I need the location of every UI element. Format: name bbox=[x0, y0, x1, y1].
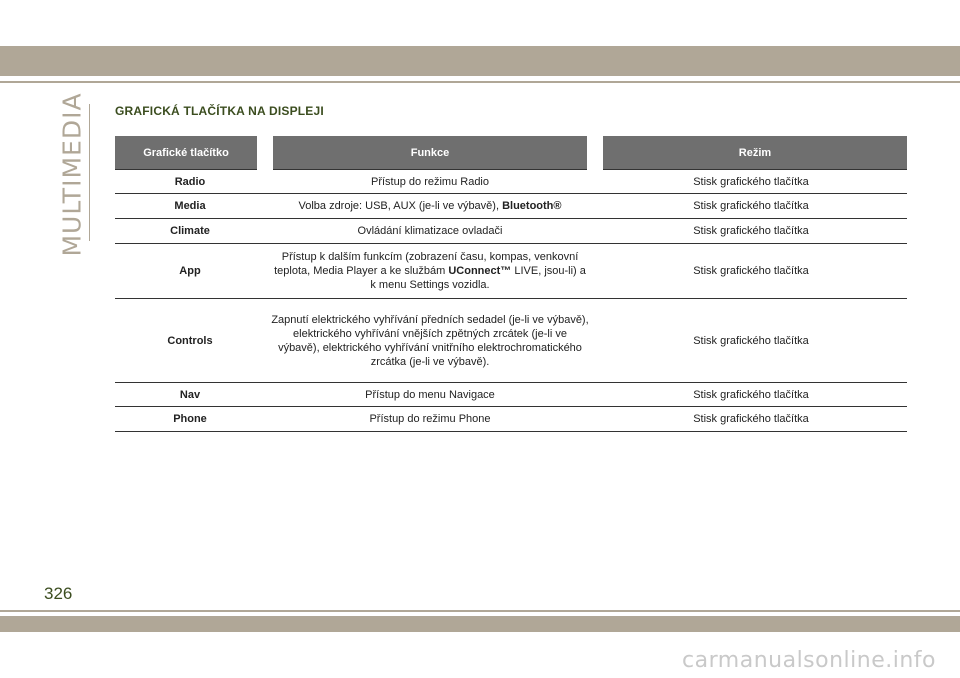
row-function bbox=[265, 383, 595, 407]
watermark: carmanualsonline.info bbox=[682, 648, 936, 673]
table-row bbox=[115, 383, 907, 407]
function-text: Zapnutí elektrického vyhřívání předních sedadel (je-li ve výbavě), elektrického vyhřívání vnějších zpětných zrcátek (je-li ve výbavě), elektrického vyhřívání vnitřního elektrochromatického zrcátka (je-li ve výbavě). bbox=[271, 313, 589, 368]
function-text: Přístup k dalším funkcím (zobrazení času, kompas, venkovní teplota, Media Player a ke službám bbox=[274, 251, 579, 277]
row-function bbox=[265, 170, 595, 194]
side-rule bbox=[89, 104, 90, 241]
section-title: GRAFICKÁ TLAČÍTKA NA DISPLEJI bbox=[115, 104, 324, 118]
function-text: Přístup do menu Navigace bbox=[365, 388, 495, 401]
row-function bbox=[265, 194, 595, 219]
table-row bbox=[115, 299, 907, 383]
row-name: Media bbox=[115, 194, 265, 219]
footer-rule bbox=[0, 610, 960, 612]
row-name: App bbox=[115, 244, 265, 299]
footer-band bbox=[0, 616, 960, 632]
table-row bbox=[115, 170, 907, 194]
table-row bbox=[115, 194, 907, 219]
row-mode: Stisk grafického tlačítka bbox=[595, 170, 907, 194]
row-mode: Stisk grafického tlačítka bbox=[595, 407, 907, 432]
table-header-row bbox=[115, 136, 907, 170]
row-mode: Stisk grafického tlačítka bbox=[595, 383, 907, 407]
row-mode: Stisk grafického tlačítka bbox=[595, 299, 907, 383]
row-mode: Stisk grafického tlačítka bbox=[595, 219, 907, 244]
side-section-text: MULTIMEDIA bbox=[57, 91, 87, 257]
header-band bbox=[0, 46, 960, 76]
function-text: Přístup do režimu Radio bbox=[371, 175, 489, 188]
function-bold-text: UConnect™ bbox=[448, 265, 512, 277]
header-rule bbox=[0, 81, 960, 83]
row-name: Nav bbox=[115, 383, 265, 407]
table-row bbox=[115, 407, 907, 432]
row-function bbox=[265, 244, 595, 299]
row-name: Phone bbox=[115, 407, 265, 432]
row-name: Climate bbox=[115, 219, 265, 244]
row-function bbox=[265, 407, 595, 432]
row-mode: Stisk grafického tlačítka bbox=[595, 194, 907, 219]
function-text: Přístup do režimu Phone bbox=[369, 413, 491, 425]
row-function bbox=[265, 219, 595, 244]
function-text: LIVE, jsou-li) a k menu Settings vozidla. bbox=[370, 265, 586, 291]
function-text: Volba zdroje: USB, AUX (je-li ve výbavě), bbox=[298, 200, 503, 212]
function-text: Ovládání klimatizace ovladači bbox=[357, 225, 503, 237]
function-bold-text: Bluetooth® bbox=[502, 200, 562, 212]
header-button: Grafické tlačítko bbox=[115, 136, 265, 170]
page-number: 326 bbox=[44, 584, 73, 603]
row-name: Controls bbox=[115, 299, 265, 383]
buttons-table bbox=[115, 136, 907, 432]
header-mode: Režim bbox=[595, 136, 907, 170]
header-function: Funkce bbox=[265, 136, 595, 170]
table-row bbox=[115, 244, 907, 299]
row-function bbox=[265, 299, 595, 383]
row-name: Radio bbox=[115, 170, 265, 194]
row-mode: Stisk grafického tlačítka bbox=[595, 244, 907, 299]
table-row bbox=[115, 219, 907, 244]
